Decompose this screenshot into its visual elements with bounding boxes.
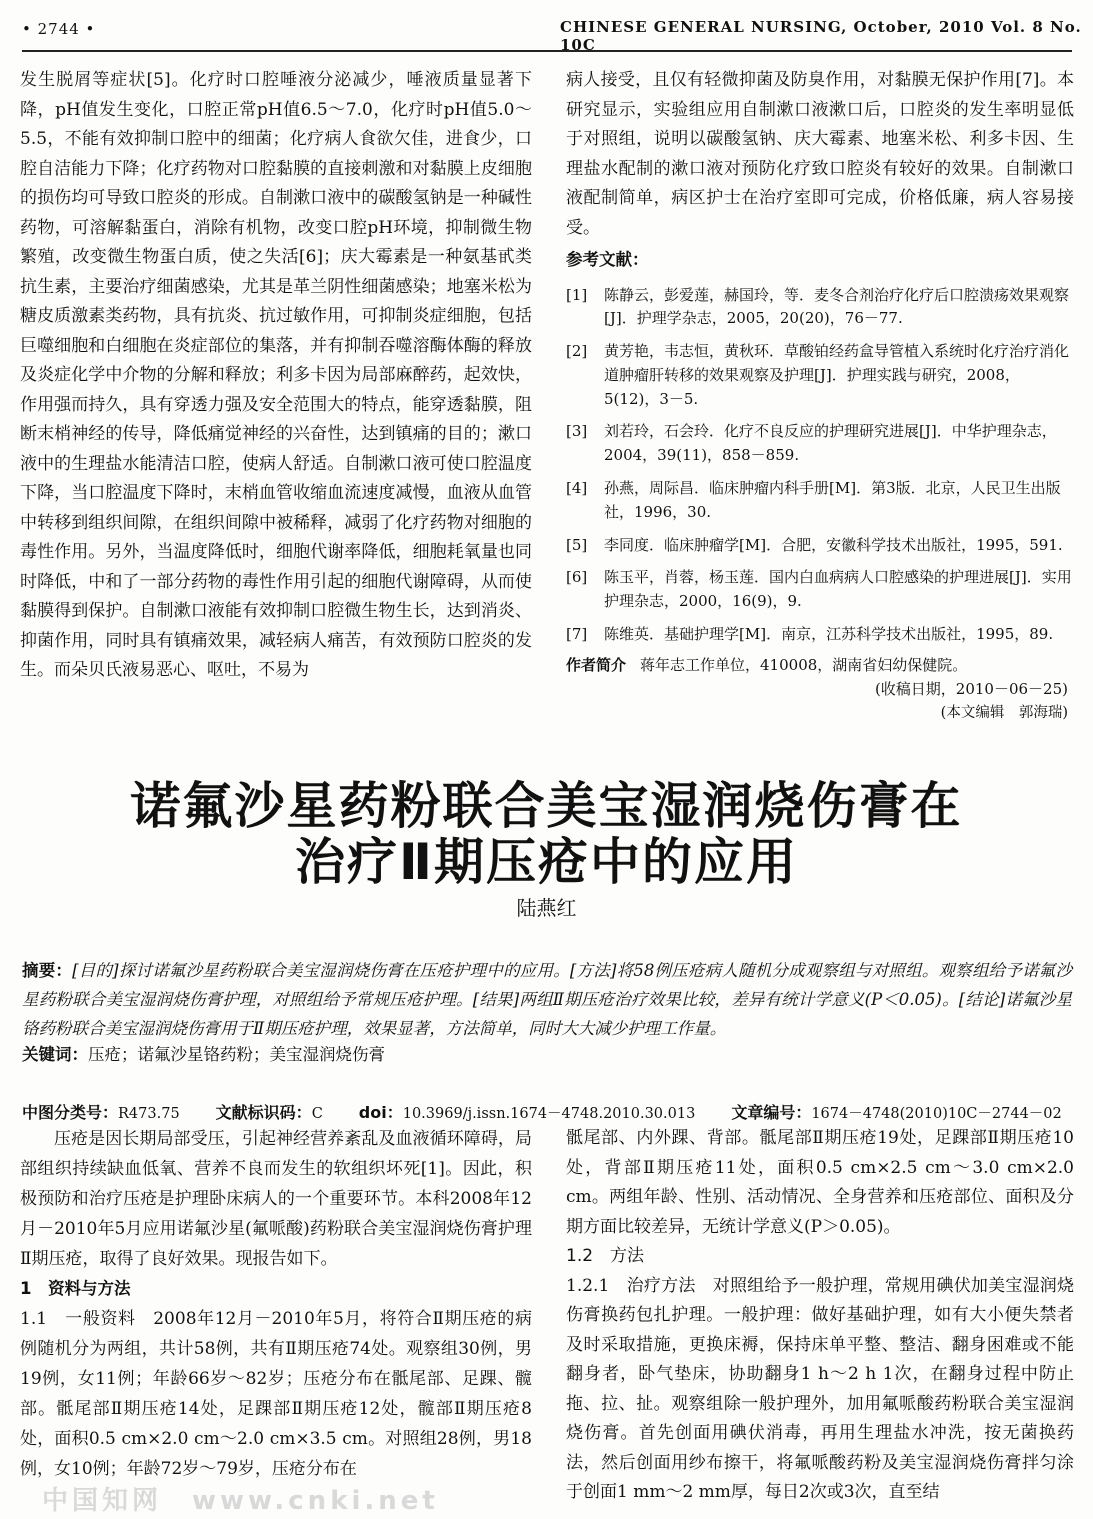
subsection-heading: 1.2 方法 — [566, 1246, 645, 1266]
page-number: • 2744 • — [22, 20, 96, 38]
reference-item: [7] 陈维英．基础护理学[M]．南京，江苏科学技术出版社，1995，89. — [566, 625, 1054, 644]
body-paragraph: 1.1 一般资料 2008年12月－2010年5月，将符合Ⅱ期压疮的病例随机分为两组，共计58例，共有Ⅱ期压疮74处。观察组30例，男19例，女11例；年龄66岁～82岁；压疮分布在骶尾部、足踝、髋部。骶尾部Ⅱ期压疮14处，足踝部Ⅱ期压疮12处，髋部Ⅱ期压疮8处，面积0.5 cm×2.0 cm～2.0 cm×3.5 cm。对照组28例，男18例，女10例；年龄72岁～79岁，压疮分布在 — [20, 1309, 532, 1479]
section-heading: 1 资料与方法 — [20, 1279, 131, 1298]
doc-code-label: 文献标识码： — [215, 1103, 312, 1122]
reference-item: [6] 陈玉平，肖蓉，杨玉莲．国内白血病病人口腔感染的护理进展[J]．实用护理杂志，2000，16(9)，9. — [566, 568, 1072, 611]
keywords-text: 压疮；诺氟沙星铬药粉；美宝湿润烧伤膏 — [88, 1045, 385, 1064]
header-rule — [22, 50, 1072, 52]
prev-article-conclusion: 病人接受，且仅有轻微抑菌及防臭作用，对黏膜无保护作用[7]。本研究显示，实验组应用自制漱口液漱口后，口腔炎的发生率明显低于对照组，说明以碳酸氢钠、庆大霉素、地塞米松、利多卡因、生理盐水配制的漱口液对预防化疗致口腔炎有较好的效果。自制漱口液配制简单，病区护士在治疗室即可完成，价格低廉，病人容易接受。 — [566, 70, 1074, 238]
author-bio-label: 作者简介 — [566, 655, 627, 674]
abstract-label: 摘要： — [22, 961, 73, 980]
article-title-line-1: 诺氟沙星药粉联合美宝湿润烧伤膏在 — [130, 777, 963, 835]
intro-paragraph: 压疮是因长期局部受压，引起神经营养紊乱及血液循环障碍，局部组织持续缺血低氧、营养不良而发生的软组织坏死[1]。因此，积极预防和治疗压疮是护理卧床病人的一个重要环节。本科2008年12月－2010年5月应用诺氟沙星(氟哌酸)药粉联合美宝湿润烧伤膏护理Ⅱ期压疮，取得了良好效果。现报告如下。 — [20, 1129, 532, 1269]
author-bio-text: 蒋年志工作单位，410008，湖南省妇幼保健院。 — [640, 655, 968, 674]
abstract-text: [目的]探讨诺氟沙星药粉联合美宝湿润烧伤膏在压疮护理中的应用。[方法]将58例压疮病人随机分成观察组与对照组。观察组给予诺氟沙星药粉联合美宝湿润烧伤膏护理，对照组给予常规压疮护理。[结果]两组Ⅱ期压疮治疗效果比较，差异有统计学意义(P＜0.05)。[结论]诺氟沙星铬药粉联合美宝湿润烧伤膏用于Ⅱ期压疮护理，效果显著，方法简单，同时大大减少护理工作量。 — [22, 961, 1072, 1038]
journal-header: CHINESE GENERAL NURSING, October, 2010 Vol. 8 No. 10C — [560, 18, 1082, 54]
prev-article-right-column — [566, 66, 1074, 725]
article-number-value: 1674－4748(2010)10C－2744－02 — [811, 1106, 1062, 1122]
doi-label: doi： — [358, 1103, 403, 1122]
doc-code-value: C — [311, 1106, 323, 1122]
body-paragraph: 骶尾部、内外踝、背部。骶尾部Ⅱ期压疮19处，足踝部Ⅱ期压疮10处，背部Ⅱ期压疮11处，面积0.5 cm×2.5 cm～3.0 cm×2.0 cm。两组年龄、性别、活动情况、全身营养和压疮部位、面积及分期方面比较差异，无统计学意义(P＞0.05)。 — [566, 1128, 1074, 1237]
keywords — [22, 1042, 1072, 1068]
reference-item: [4] 孙燕，周际昌．临床肿瘤内科手册[M]．第3版．北京，人民卫生出版社，1996，30. — [566, 479, 1061, 521]
reference-item: [3] 刘若玲，石会玲．化疗不良反应的护理研究进展[J]．中华护理杂志，2004，39(11)，858－859. — [566, 422, 1057, 465]
references-list — [566, 284, 1074, 647]
received-date: (收稿日期，2010－06－25) — [874, 679, 1068, 698]
class-value: R473.75 — [118, 1106, 180, 1122]
article-author: 陆燕红 — [516, 896, 577, 920]
prev-article-paragraph: 发生脱屑等症状[5]。化疗时口腔唾液分泌减少，唾液质量显著下降，pH值发生变化，口腔正常pH值6.5～7.0，化疗时pH值5.0～5.5，不能有效抑制口腔中的细菌；化疗病人食欲欠佳，进食少，口腔自洁能力下降；化疗药物对口腔黏膜的直接刺激和对黏膜上皮细胞的损伤均可导致口腔炎的形成。自制漱口液中的碳酸氢钠是一种碱性药物，可溶解黏蛋白，消除有机物，改变口腔pH环境，抑制微生物繁殖，改变微生物蛋白质，使之失活[6]；庆大霉素是一种氨基甙类抗生素，主要治疗细菌感染，尤其是革兰阴性细菌感染；地塞米松为糖皮质激素类药物，具有抗炎、抗过敏作用，可抑制炎症细胞，包括巨噬细胞和白细胞在炎症部位的集落，并有抑制吞噬溶酶体酶的释放及炎症化学中介物的分解和释放；利多卡因为局部麻醉药，起效快，作用强而持久，具有穿透力强及安全范围大的特点，能穿透黏膜，阻断末梢神经的传导，降低痛觉神经的兴奋性，达到镇痛的目的；漱口液中的生理盐水能清洁口腔，使病人舒适。自制漱口液可使口腔温度下降，当口腔温度下降时，末梢血管收缩血流速度减慢，血液从血管中转移到组织间隙，在组织间隙中被稀释，减弱了化疗药物对细胞的毒性作用。另外，当温度降低时，细胞代谢率降低，细胞耗氧量也同时降低，中和了一部分药物的毒性作用引起的细胞代谢障碍，从而使黏膜得到保护。自制漱口液能有效抑制口腔微生物生长，达到消炎、抑菌作用，同时具有镇痛效果，减轻病人痛苦，有效预防口腔炎的发生。而朵贝氏液易恶心、呕吐，不易为 — [20, 70, 532, 680]
keywords-label: 关键词： — [22, 1045, 88, 1064]
body-left-column — [20, 1124, 532, 1484]
prev-article-left-column — [20, 66, 532, 686]
classification-line — [22, 1100, 1072, 1123]
references-title: 参考文献： — [566, 250, 649, 269]
doi-value: 10.3969/j.issn.1674－4748.2010.30.013 — [402, 1106, 696, 1122]
article-number-label: 文章编号： — [731, 1103, 812, 1122]
body-right-column — [566, 1124, 1074, 1508]
editor-note: (本文编辑 郭海瑞) — [940, 704, 1068, 721]
reference-item: [5] 李同度．临床肿瘤学[M]．合肥，安徽科学技术出版社，1995，591. — [566, 535, 1063, 554]
class-label: 中图分类号： — [22, 1103, 119, 1122]
abstract — [22, 956, 1072, 1043]
cnki-watermark: 中国知网 www.cnki.net — [42, 1486, 439, 1516]
reference-item: [2] 黄芳艳，韦志恒，黄秋环．草酸铂经药盒导管植入系统时化疗治疗消化道肿瘤肝转移的效果观察及护理[J]．护理实践与研究，2008，5(12)，3－5. — [566, 342, 1070, 408]
article-title-line-2: 治疗Ⅱ期压疮中的应用 — [295, 833, 798, 891]
body-paragraph: 1.2.1 治疗方法 对照组给予一般护理，常规用碘伏加美宝湿润烧伤膏换药包扎护理。一般护理：做好基础护理，如有大小便失禁者及时采取措施，更换床褥，保持床单平整、整洁、翻身困难或不能翻身者，卧气垫床，协助翻身1 h～2 h 1次，在翻身过程中防止拖、拉、扯。观察组除一般护理外，加用氟哌酸药粉联合美宝湿润烧伤膏。首先创面用碘伏消毒，再用生理盐水冲洗，按无菌换药法，然后创面用纱布擦干，将氟哌酸药粉及美宝湿润烧伤膏拌匀涂于创面1 mm～2 mm厚，每日2次或3次，直至结 — [566, 1275, 1074, 1502]
article-title-block — [0, 778, 1093, 921]
author-bio — [566, 653, 1074, 677]
reference-item: [1] 陈静云，彭爱莲，赫国玲，等．麦冬合剂治疗化疗后口腔溃疡效果观察[J]．护理学杂志，2005，20(20)，76－77. — [566, 285, 1070, 328]
